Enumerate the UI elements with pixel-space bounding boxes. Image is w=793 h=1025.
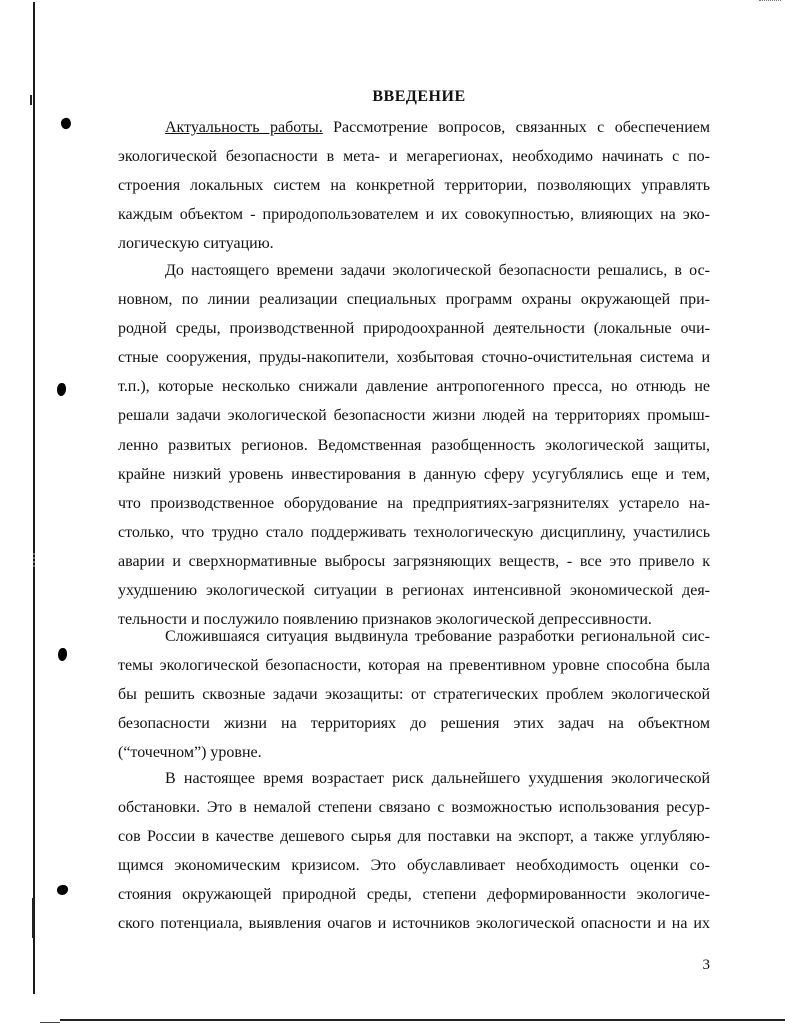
- paragraph-relevance: [118, 113, 710, 258]
- text-line: стояния окружающей природной среды, степени деформированности экологиче-: [118, 886, 710, 904]
- text-line: что производственное оборудование на предприятиях-загрязнителях устарело на-: [118, 494, 710, 512]
- scan-speck: [33, 553, 37, 567]
- text-line: Актуальность работы. Рассмотрение вопросов, связанных с обеспечением: [165, 119, 710, 136]
- text-line: строения локальных систем на конкретной территории, позволяющих управлять: [118, 177, 710, 195]
- text-line: сов России в качестве дешевого сырья для поставки на экспорт, а также углубляю-: [118, 828, 710, 846]
- text-line: экологической безопасности в мета- и мегарегионах, необходимо начинать с по-: [118, 148, 710, 166]
- scan-edge-bottom: [40, 1022, 60, 1023]
- text-line: новном, по линии реализации специальных программ охраны окружающей при-: [118, 291, 710, 309]
- text-line: аварии и сверхнормативные выбросы загрязняющих веществ, - все это привело к: [118, 552, 710, 570]
- paragraph-risk: [118, 764, 710, 939]
- text-line: обстановки. Это в немалой степени связано с возможностью использования ресур-: [118, 799, 710, 817]
- text-line: т.п.), которые несколько снижали давление антропогенного пресса, но отнюдь не: [118, 378, 710, 396]
- text-line: ского потенциала, выявления очагов и источников экологической опасности и на их: [118, 915, 710, 933]
- punch-hole-mark: [59, 117, 72, 131]
- text-line: ухудшению экологической ситуации в регионах интенсивной экономической дея-: [118, 582, 710, 600]
- relevance-heading: Актуальность работы.: [165, 119, 323, 136]
- text-line: решали задачи экологической безопасности жизни людей на территориях промыш-: [118, 407, 710, 425]
- page-number: 3: [702, 957, 710, 973]
- text-line: До настоящего времени задачи экологической безопасности решались, в ос-: [165, 262, 710, 279]
- scan-dots: [759, 0, 781, 4]
- section-title: ВВЕДЕНИЕ: [372, 88, 466, 105]
- punch-hole-mark: [57, 383, 66, 396]
- scan-mark: [32, 898, 34, 938]
- text-line: крайне низкий уровень инвестирования в данную сферу усугублялись еще и тем,: [118, 465, 710, 483]
- text-line: безопасности жизни на территориях до решения этих задач на объектном: [118, 715, 710, 733]
- paragraph-history: [118, 256, 710, 634]
- scan-edge-left: [33, 2, 35, 994]
- text-line: В настоящее время возрастает риск дальнейшего ухудшения экологической: [165, 770, 710, 787]
- punch-hole-mark: [58, 648, 67, 661]
- scan-edge-bottom: [60, 1019, 785, 1021]
- punch-hole-mark: [57, 885, 68, 895]
- text-line: Сложившаяся ситуация выдвинула требование разработки региональной сис-: [165, 628, 710, 645]
- text-line: темы экологической безопасности, которая на превентивном уровне способна была: [118, 657, 710, 675]
- text-line: стные сооружения, пруды-накопители, хозбытовая сточно-очистительная система и: [118, 349, 710, 367]
- text-line: родной среды, производственной природоохранной деятельности (локальные очи-: [118, 320, 710, 338]
- text-line: каждым объектом - природопользователем и их совокупностью, влияющих на эко-: [118, 206, 710, 224]
- text-line: столько, что трудно стало поддерживать технологическую дисциплину, участились: [118, 523, 710, 541]
- text-line: (“точечном”) уровне.: [118, 744, 262, 762]
- text-line: щимся экономическим кризисом. Это обуславливает необходимость оценки со-: [118, 857, 710, 875]
- text-line: тельности и послужило появлению признаков экологической депрессивности.: [118, 611, 652, 629]
- text-line: бы решить сквозные задачи экозащиты: от стратегических проблем экологической: [118, 686, 710, 704]
- text-line: логическую ситуацию.: [118, 235, 274, 253]
- text-line: ленно развитых регионов. Ведомственная разобщенность экологической защиты,: [118, 436, 710, 454]
- paragraph-situation: [118, 622, 710, 767]
